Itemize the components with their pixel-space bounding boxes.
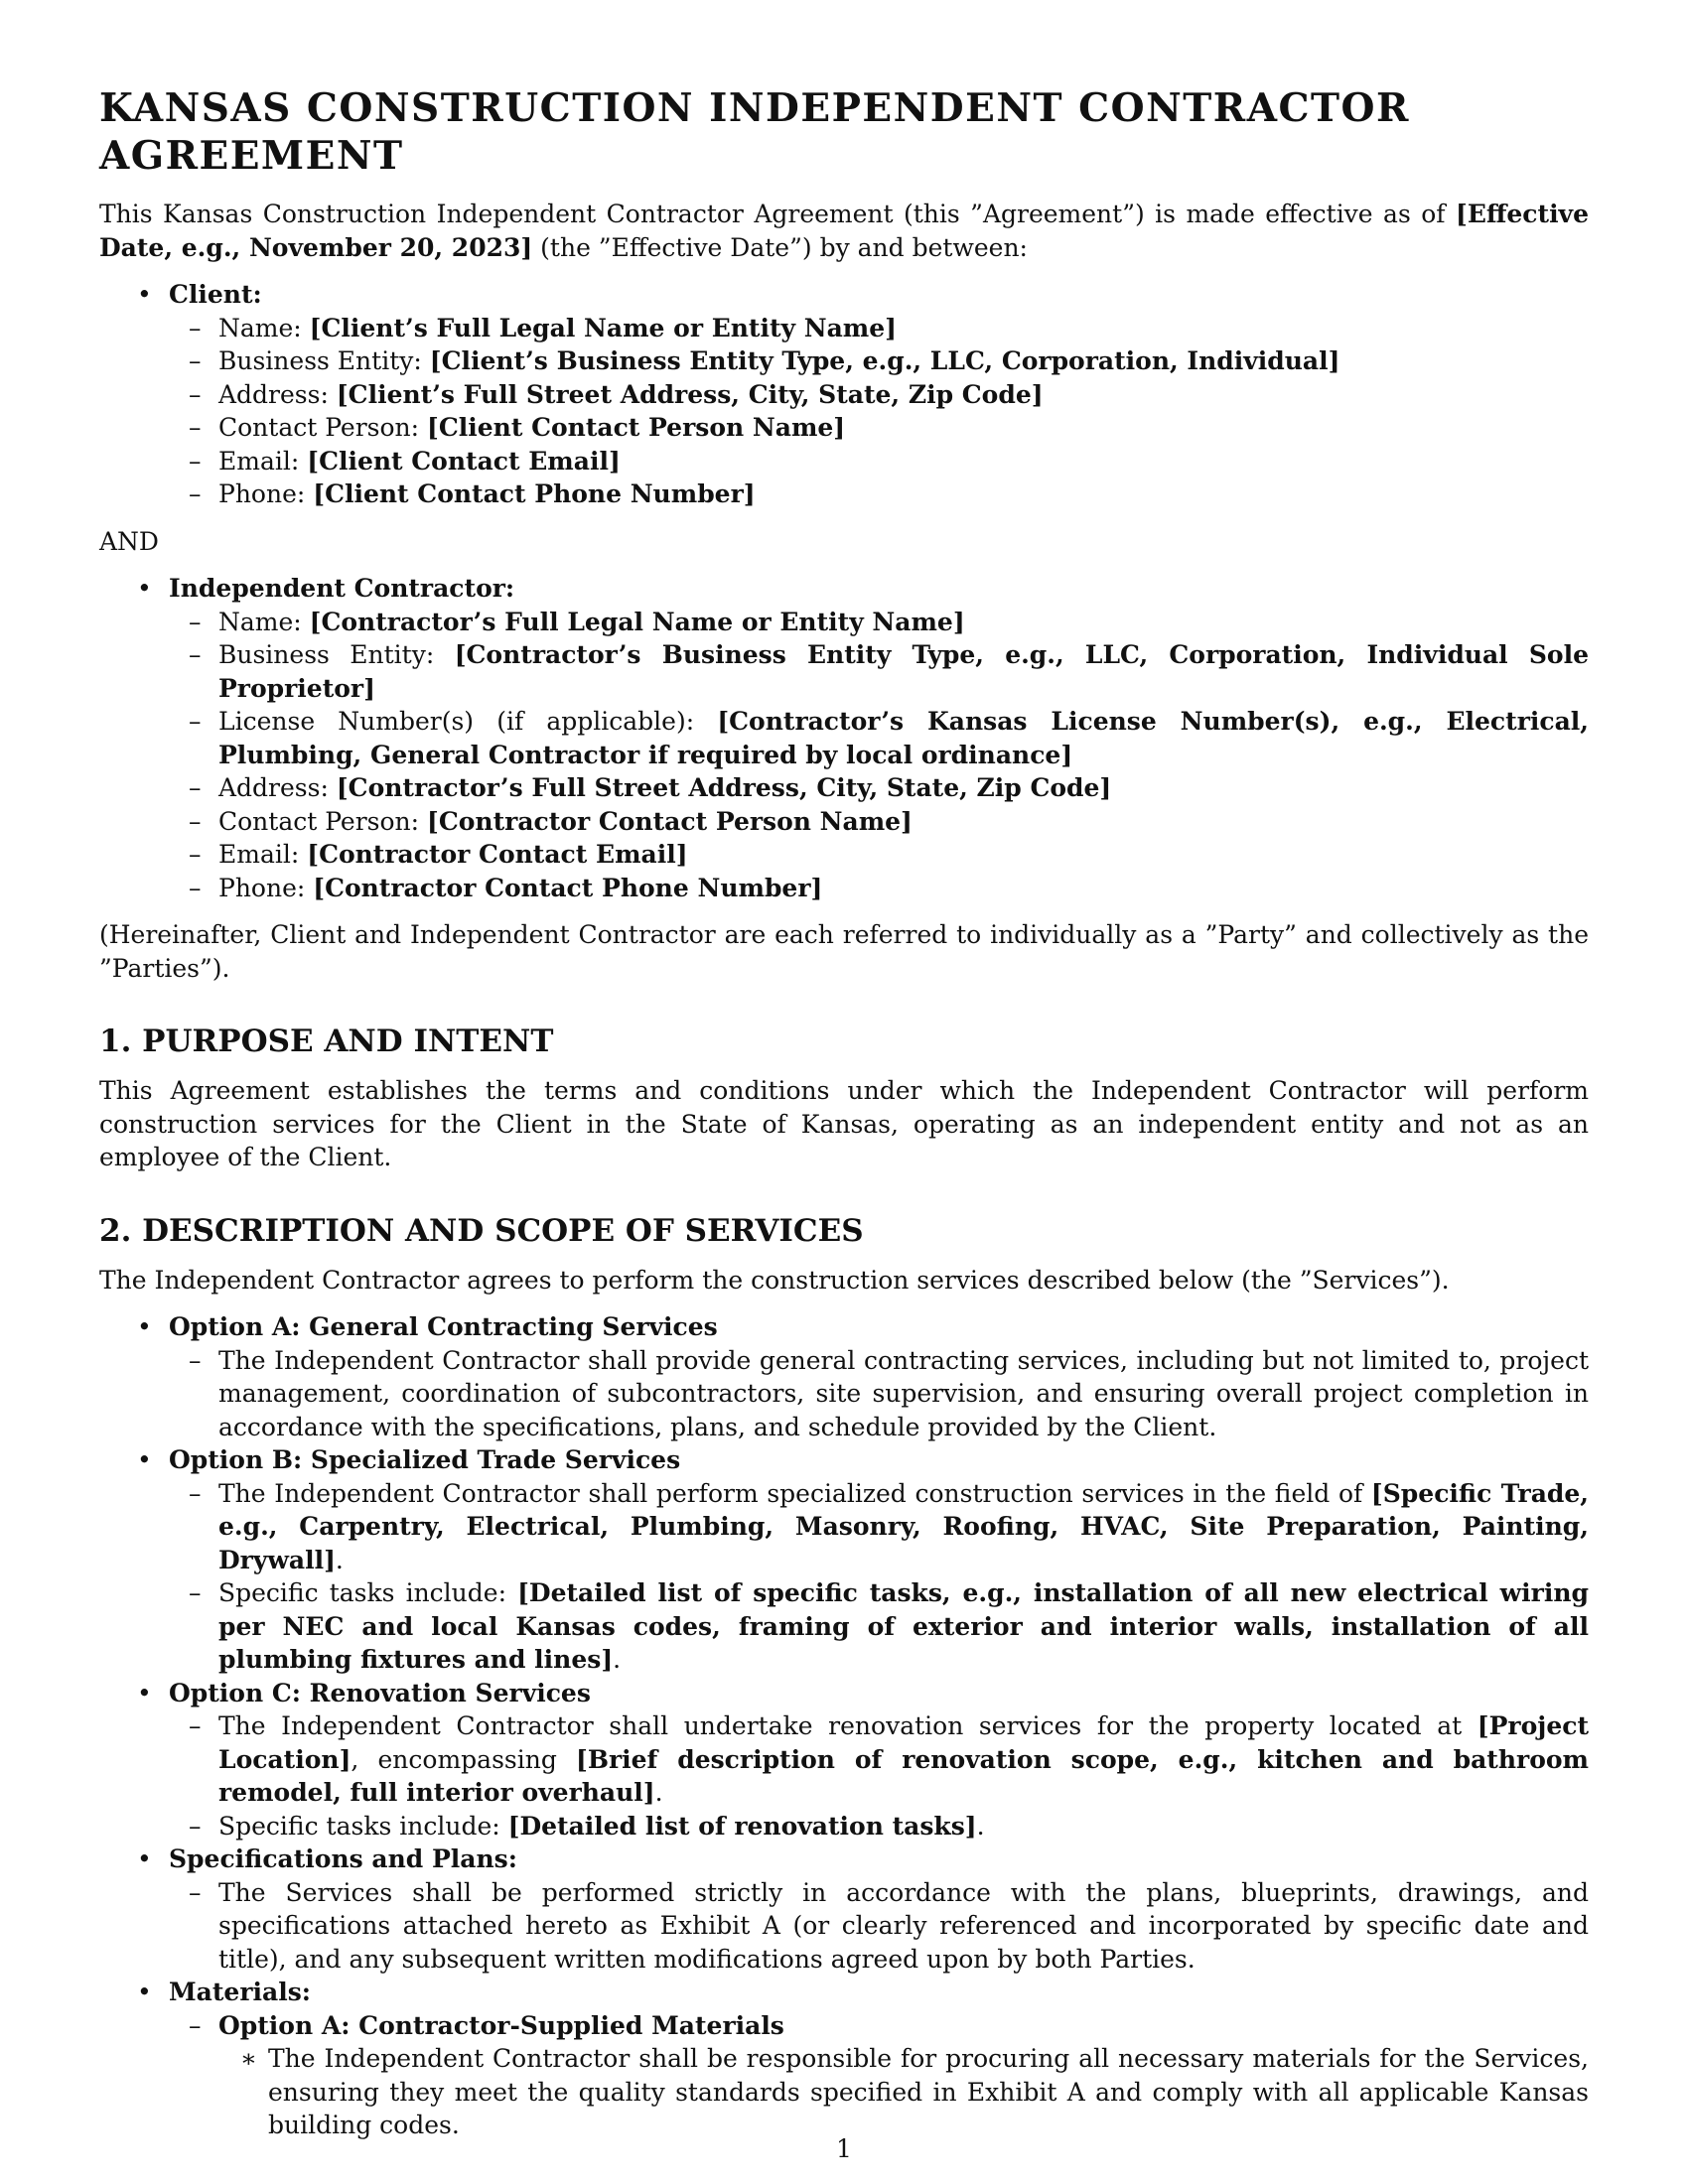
section-2-body: The Independent Contractor agrees to perform the construction services described below (the ”Services”). [99,1265,1450,1295]
field-label: Contact Person: [218,413,428,442]
client-field-phone [159,478,1589,511]
option-b-subitem-trade [159,1477,1589,1577]
specs-subitems [169,1876,1589,1977]
field-value: [Contractor’s Full Street Address, City, State, Zip Code] [336,773,1112,802]
section-2-heading: 2. DESCRIPTION AND SCOPE OF SERVICES [99,1212,864,1249]
text: . [335,1545,344,1574]
specs-item [99,1843,1589,1976]
client-field-name [159,312,1589,345]
page-number: 1 [836,2134,852,2163]
option-c-subitems [169,1709,1589,1843]
option-a-subitem: – The Independent Contractor shall provide general contracting services, including but not limited to, project management, coordination of subcontractors, site supervision, and ensuring overall project completion in accordance with the specifications, plans, and schedule provided by the Client. [159,1344,1589,1444]
materials-option-a-subitem: ∗ The Independent Contractor shall be responsible for procuring all necessary materials for the Services, ensuring they meet the quality standards specified in Exhibit A and comply with all applicable Kansas building codes. [218,2042,1589,2142]
parties-paragraph: (Hereinafter, Client and Independent Contractor are each referred to individually as a ”Party” and collectively as the ”Parties”). [99,920,1589,983]
field-value: [Contractor’s Business Entity Type, e.g., LLC, Corporation, Individual Sole Proprietor] [218,640,1589,703]
contractor-field-email [159,838,1589,872]
text: Specific tasks include: [218,1811,508,1841]
field-value: [Contractor Contact Person Name] [427,806,913,836]
option-c-heading: Option C: Renovation Services [169,1678,591,1707]
client-fields [169,312,1589,511]
materials-option-a-heading: Option A: Contractor-Supplied Materials [218,2010,784,2040]
option-b-subitem-tasks [159,1576,1589,1677]
services-list [99,1310,1589,2142]
client-item [99,278,1589,511]
text: . [613,1645,622,1674]
placeholder: [Detailed list of renovation tasks] [507,1811,977,1841]
effective-date-placeholder: [Effective Date, e.g., November 20, 2023] [99,200,1589,262]
text: Specific tasks include: [218,1578,518,1607]
text: . [976,1811,985,1841]
option-c-item [99,1677,1589,1843]
text: The Independent Contractor shall perform specialized construction services in the field of [218,1478,1371,1508]
field-label: Name: [218,313,310,342]
section-1-heading: 1. PURPOSE AND INTENT [99,1024,554,1059]
client-heading: Client: [169,280,262,309]
field-value: [Client’s Full Legal Name or Entity Name] [309,313,897,342]
field-label: Contact Person: [218,806,428,836]
materials-subitems [169,2009,1589,2142]
option-b-item [99,1443,1589,1677]
placeholder: [Specific Trade, e.g., Carpentry, Electrical, Plumbing, Masonry, Roofing, HVAC, Site Preparation, Painting, Drywall] [218,1478,1589,1574]
contractor-item [99,572,1589,904]
field-label: Phone: [218,479,314,508]
field-value: [Client Contact Phone Number] [313,479,756,508]
contractor-field-name [159,606,1589,639]
option-a-subitems [169,1344,1589,1444]
field-label: Name: [218,607,310,636]
option-a-item [99,1310,1589,1443]
contractor-heading: Independent Contractor: [169,574,515,603]
intro-text-1: This Kansas Construction Independent Contractor Agreement (this ”Agreement”) is made effective as of [99,200,1456,228]
field-label: Email: [218,446,308,476]
field-label: Address: [218,379,337,409]
contractor-field-phone [159,872,1589,905]
specs-subitem: – The Services shall be performed strictly in accordance with the plans, blueprints, drawings, and specifications attached hereto as Exhibit A (or clearly referenced and incorporated by specific date and title), and any subsequent written modifications agreed upon by both Parties. [159,1876,1589,1977]
field-label: Address: [218,773,337,802]
specs-heading: Specifications and Plans: [169,1844,517,1873]
client-field-contact-person [159,411,1589,445]
materials-option-a-subitems [218,2042,1589,2142]
field-label: License Number(s) (if applicable): [218,707,718,736]
intro-text-2: (the ”Effective Date”) by and between: [532,232,1028,262]
placeholder: [Detailed list of specific tasks, e.g., installation of all new electrical wiring per NEC and local Kansas codes, framing of exterior and interior walls, installation of all plumbing fixtures and lines] [218,1578,1589,1674]
client-field-email [159,445,1589,478]
contractor-field-contact-person [159,805,1589,839]
field-value: [Client’s Full Street Address, City, State, Zip Code] [336,379,1044,409]
contractor-field-license [159,705,1589,771]
option-a-heading: Option A: General Contracting Services [169,1312,718,1341]
section-1-body: This Agreement establishes the terms and conditions under which the Independent Contractor will perform construction services for the Client in the State of Kansas, operating as an independent entity and not as an employee of the Client. [99,1076,1589,1171]
materials-heading: Materials: [169,1978,311,2006]
field-value: [Contractor’s Kansas License Number(s), e.g., Electrical, Plumbing, General Contractor if required by local ordinance] [218,707,1589,769]
contractor-field-address [159,771,1589,805]
field-label: Email: [218,840,308,869]
field-value: [Client’s Business Entity Type, e.g., LLC, Corporation, Individual] [429,346,1340,375]
contractor-list [99,572,1589,904]
option-c-subitem-location [159,1709,1589,1810]
placeholder: [Brief description of renovation scope, e.g., kitchen and bathroom remodel, full interior overhaul] [218,1744,1590,1807]
field-value: [Contractor’s Full Legal Name or Entity Name] [309,607,965,636]
option-b-subitems [169,1477,1589,1677]
client-field-business-entity [159,344,1589,378]
field-value: [Client Contact Email] [307,446,621,476]
field-label: Business Entity: [218,346,430,375]
field-value: [Client Contact Person Name] [427,413,846,442]
contractor-field-business-entity [159,638,1589,705]
placeholder: [Project Location] [218,1711,1589,1774]
field-value: [Contractor Contact Email] [307,840,688,869]
text: . [654,1778,663,1807]
contractor-fields [169,606,1589,905]
field-label: Business Entity: [218,640,455,669]
intro-paragraph [99,198,1589,264]
document-title: KANSAS CONSTRUCTION INDEPENDENT CONTRACTOR AGREEMENT [99,85,1410,179]
option-c-subitem-tasks [159,1810,1589,1843]
client-list [99,278,1589,511]
client-field-address [159,378,1589,412]
materials-item [99,1976,1589,2142]
field-label: Phone: [218,873,314,902]
text: , encompassing [351,1744,577,1774]
document-page [99,84,1589,2156]
field-value: [Contractor Contact Phone Number] [313,873,823,902]
text: The Independent Contractor shall undertake renovation services for the property located at [218,1711,1477,1740]
materials-option-a [159,2009,1589,2142]
option-b-heading: Option B: Specialized Trade Services [169,1445,681,1474]
and-separator: AND [99,526,159,556]
